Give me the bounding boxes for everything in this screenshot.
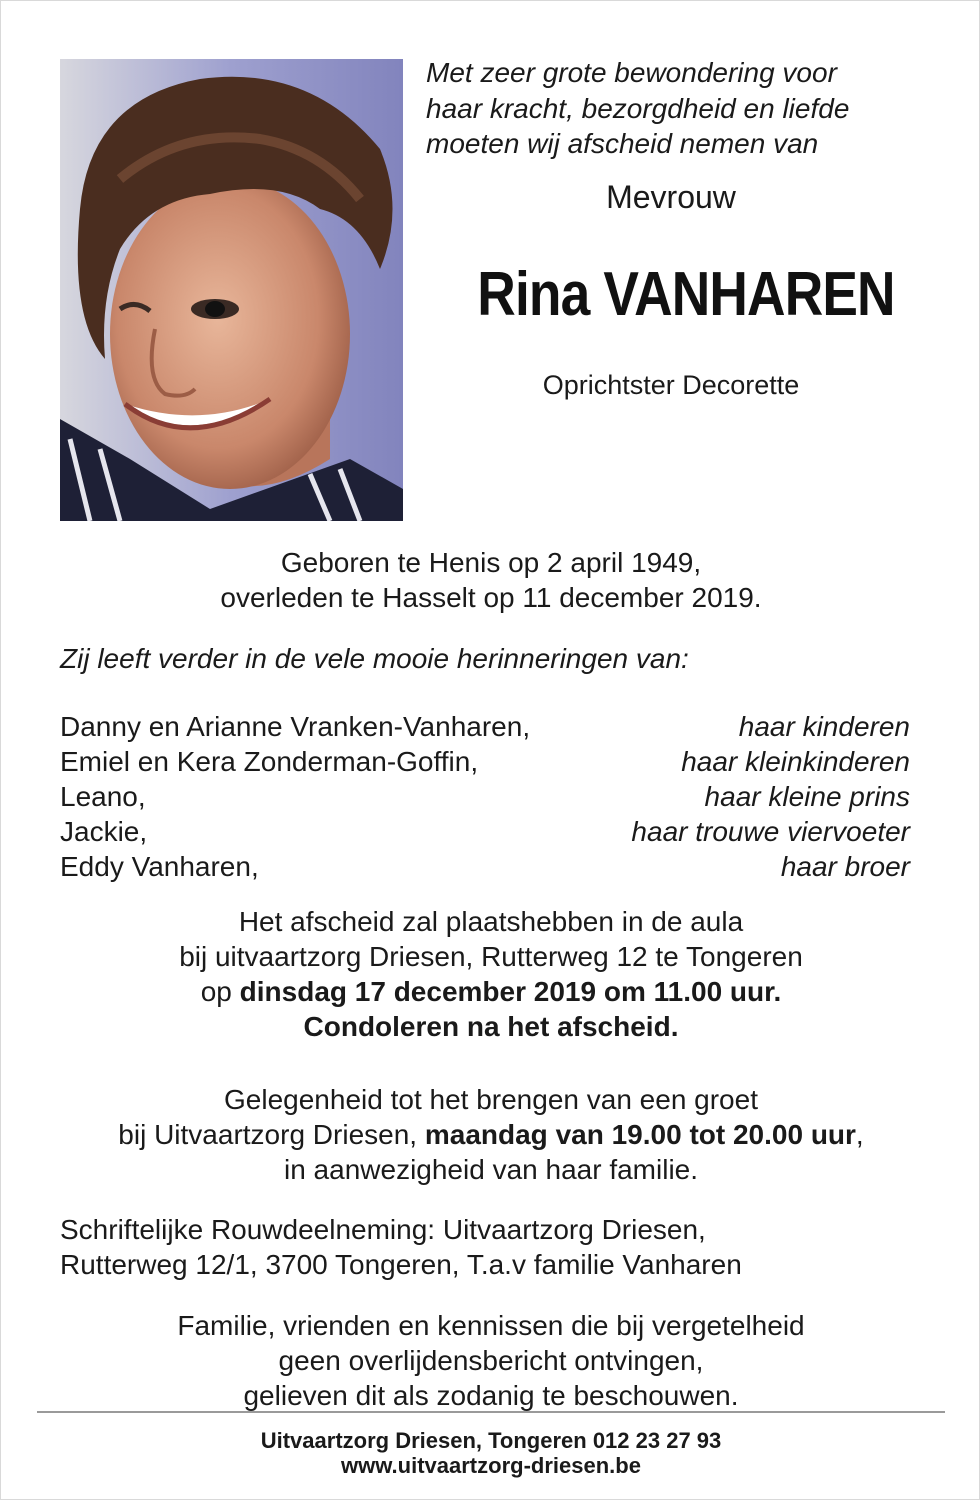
visit-prefix: bij Uitvaartzorg Driesen,: [118, 1119, 425, 1150]
condolence-line: Schriftelijke Rouwdeelneming: Uitvaartzorg Driesen,: [60, 1214, 706, 1245]
ceremony-line: bij uitvaartzorg Driesen, Rutterweg 12 te Tongeren: [179, 941, 803, 972]
notice-line: geen overlijdensbericht ontvingen,: [278, 1345, 704, 1376]
relative-relation: haar broer: [780, 851, 910, 882]
ceremony-line: Het afscheid zal plaatshebben in de aula: [238, 906, 744, 937]
visit-suffix: ,: [855, 1119, 864, 1150]
relative-row: [60, 814, 910, 849]
footer-contact: Uitvaartzorg Driesen, Tongeren 012 23 27 93: [260, 1428, 722, 1453]
memory-line: Zij leeft verder in de vele mooie herinneringen van:: [60, 643, 689, 674]
relative-name: Emiel en Kera Zonderman-Goffin,: [60, 746, 479, 777]
relative-name: Jackie,: [60, 816, 148, 847]
relative-row: [60, 744, 910, 779]
relative-row: [60, 779, 910, 814]
intro-line: Met zeer grote bewondering voor: [426, 57, 837, 88]
visitation-info: [1, 1082, 980, 1187]
condolence-address: Rutterweg 12/1, 3700 Tongeren, T.a.v familie Vanharen: [60, 1249, 742, 1280]
relative-row: [60, 849, 910, 884]
birth-line: Geboren te Henis op 2 april 1949,: [280, 547, 702, 578]
relative-name: Danny en Arianne Vranken-Vanharen,: [60, 711, 531, 742]
visit-line: Gelegenheid tot het brengen van een groet: [224, 1084, 758, 1115]
relative-relation: haar kleine prins: [704, 781, 910, 812]
condolence-note: Condoleren na het afscheid.: [303, 1011, 679, 1042]
ceremony-prefix: op: [200, 976, 240, 1007]
relative-name: Eddy Vanharen,: [60, 851, 259, 882]
honorific: Mevrouw: [606, 179, 736, 215]
relative-relation: haar kleinkinderen: [681, 746, 910, 777]
relative-row: [60, 709, 910, 744]
ceremony-datetime: [1, 974, 980, 1009]
death-line: overleden te Hasselt op 11 december 2019.: [220, 582, 762, 613]
written-condolence: [60, 1212, 940, 1282]
notice-text: [1, 1308, 980, 1413]
footer-divider: [37, 1411, 945, 1413]
relative-relation: haar kinderen: [738, 711, 910, 742]
ceremony-date: dinsdag 17 december 2019 om 11.00 uur.: [239, 976, 782, 1007]
visit-time-line: [1, 1117, 980, 1152]
relatives-list: [60, 709, 910, 884]
birth-death-info: [1, 545, 980, 615]
intro-text: [426, 55, 946, 162]
ceremony-info: [1, 904, 980, 1044]
notice-line: Familie, vrienden en kennissen die bij vergetelheid: [177, 1310, 805, 1341]
visit-time: maandag van 19.00 tot 20.00 uur: [424, 1119, 856, 1150]
notice-line: gelieven dit als zodanig te beschouwen.: [243, 1380, 739, 1411]
footer-website[interactable]: www.uitvaartzorg-driesen.be: [341, 1453, 641, 1478]
relative-name: Leano,: [60, 781, 146, 812]
intro-line: haar kracht, bezorgdheid en liefde: [426, 92, 850, 124]
portrait-photo: [60, 59, 403, 521]
intro-line: moeten wij afscheid nemen van: [426, 128, 819, 159]
deceased-name: Rina VANHAREN: [477, 260, 895, 329]
relative-relation: haar trouwe viervoeter: [631, 816, 910, 847]
deceased-role: Oprichtster Decorette: [542, 370, 800, 400]
portrait-illustration: [60, 59, 403, 521]
visit-line: in aanwezigheid van haar familie.: [283, 1154, 699, 1185]
